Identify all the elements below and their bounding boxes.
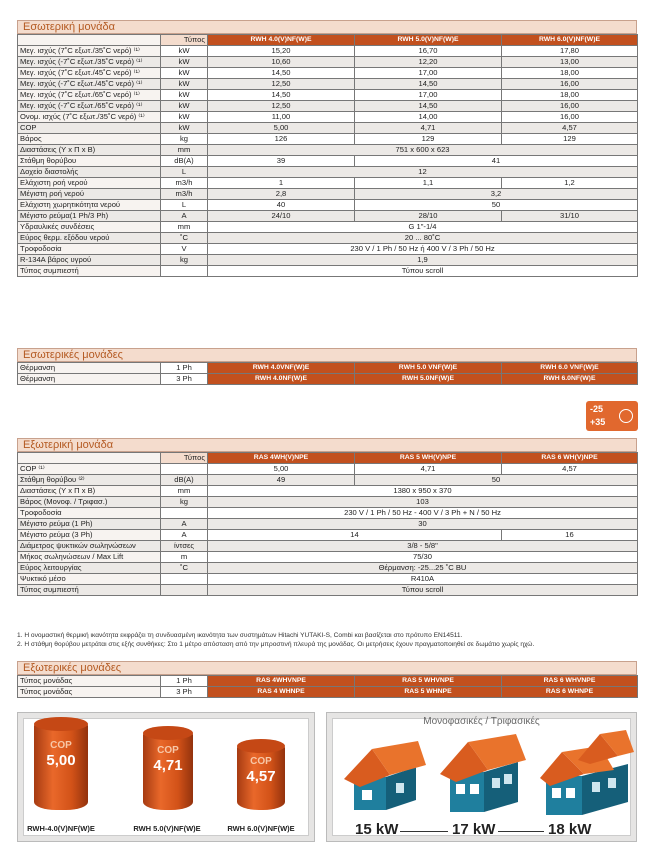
header-model: RWH 4.0(V)NF(W)E xyxy=(208,35,355,46)
row-unit: A xyxy=(161,530,208,541)
small-house-icon xyxy=(340,735,430,815)
row-value: 14 xyxy=(208,530,502,541)
table-row xyxy=(18,200,638,211)
row-value: 1380 x 950 x 370 xyxy=(208,486,638,497)
row-label: Μέγιστο ρεύμα (1 Ph) xyxy=(18,519,161,530)
row-unit xyxy=(161,266,208,277)
row-value: 230 V / 1 Ph / 50 Hz - 400 V / 3 Ph + N / 50 Hz xyxy=(208,508,638,519)
row-value: 14,50 xyxy=(355,79,502,90)
row-value: G 1"-1/4 xyxy=(208,222,638,233)
row-value: 14,50 xyxy=(208,68,355,79)
cop-cylinder-1 xyxy=(34,718,88,810)
power-divider xyxy=(400,831,448,832)
row-model: RAS 6 WHVNPE xyxy=(502,676,638,687)
row-value: 126 xyxy=(208,134,355,145)
row-value: 17,00 xyxy=(355,90,502,101)
row-value: 15,20 xyxy=(208,46,355,57)
table-row xyxy=(18,585,638,596)
header-blank xyxy=(18,35,161,46)
large-house-icon xyxy=(540,730,635,820)
table-row xyxy=(18,464,638,475)
row-label: Τύπος συμπιεστή xyxy=(18,266,161,277)
outdoor-section xyxy=(17,438,637,596)
row-value: 17,00 xyxy=(355,68,502,79)
row-value: 20 ... 80˚C xyxy=(208,233,638,244)
row-value: 16,00 xyxy=(502,101,638,112)
power-panel-title: Μονοφασικές / Τριφασικές xyxy=(423,716,540,727)
row-model: RWH 5.0 VNF(W)E xyxy=(355,363,502,374)
temp-high: +35 xyxy=(590,417,606,427)
row-value: 5,00 xyxy=(208,464,355,475)
cop-label: COP xyxy=(250,756,272,767)
row-unit: mm xyxy=(161,145,208,156)
header-model: RAS 5 WH(V)NPE xyxy=(355,453,502,464)
temperature-range-badge xyxy=(586,401,638,431)
row-model: RWH 4.0NF(W)E xyxy=(208,374,355,385)
row-value: 16,00 xyxy=(502,79,638,90)
row-value: 49 xyxy=(208,475,355,486)
footnotes xyxy=(17,631,642,649)
row-value: 1,9 xyxy=(208,255,638,266)
table-row xyxy=(18,530,638,541)
row-label: Μέγιστη ροή νερού xyxy=(18,189,161,200)
row-value: 129 xyxy=(502,134,638,145)
row-value: 12,50 xyxy=(208,79,355,90)
row-label: Διαστάσεις (Υ x Π x Β) xyxy=(18,145,161,156)
row-label: Μέγιστο ρεύμα (3 Ph) xyxy=(18,530,161,541)
row-unit xyxy=(161,585,208,596)
row-phase: 3 Ph xyxy=(161,374,208,385)
header-type: Τύπος xyxy=(161,453,208,464)
table-row xyxy=(18,541,638,552)
row-model: RAS 5 WHVNPE xyxy=(355,676,502,687)
row-value: 16 xyxy=(502,530,638,541)
row-label: Θέρμανση xyxy=(18,363,161,374)
row-label: Διαστάσεις (Υ x Π x Β) xyxy=(18,486,161,497)
row-unit: m3/h xyxy=(161,178,208,189)
row-label: Μεγ. ισχύς (7˚C εξωτ./45˚C νερό) ⁽¹⁾ xyxy=(18,68,161,79)
table-row xyxy=(18,363,638,374)
row-value: Θέρμανση: -25...25 ˚C BU xyxy=(208,563,638,574)
row-value: 18,00 xyxy=(502,90,638,101)
table-row xyxy=(18,486,638,497)
table-header-row xyxy=(18,35,638,46)
row-label: COP ⁽¹⁾ xyxy=(18,464,161,475)
footnote-2: 2. Η στάθμη θορύβου μετράται στις εξής συνθήκες: Στο 1 μέτρο απόσταση από την μπροστινή πλευρά της μονάδας. Οι μετρήσεις έχουν πραγματοποιηθεί σε δωμάτιο χωρίς ηχώ. xyxy=(17,641,535,648)
table-row xyxy=(18,687,638,698)
row-value: 28/10 xyxy=(355,211,502,222)
header-blank xyxy=(18,453,161,464)
indoor-units-table xyxy=(17,362,638,385)
row-model: RAS 6 WHNPE xyxy=(502,687,638,698)
table-row xyxy=(18,211,638,222)
row-model: RAS 5 WHNPE xyxy=(355,687,502,698)
cop-cylinder-3 xyxy=(237,740,285,810)
row-value: 3,2 xyxy=(355,189,638,200)
row-label: Τύπος μονάδας xyxy=(18,687,161,698)
row-label: Στάθμη θορύβου xyxy=(18,156,161,167)
table-row xyxy=(18,68,638,79)
row-unit xyxy=(161,464,208,475)
row-model: RWH 4.0VNF(W)E xyxy=(208,363,355,374)
row-value: 1 xyxy=(208,178,355,189)
row-value: 50 xyxy=(355,200,638,211)
row-unit: kW xyxy=(161,112,208,123)
table-row xyxy=(18,101,638,112)
row-label: Εύρος θερμ. εξόδου νερού xyxy=(18,233,161,244)
table-row xyxy=(18,90,638,101)
row-phase: 1 Ph xyxy=(161,676,208,687)
row-value: 41 xyxy=(355,156,638,167)
row-unit: dB(A) xyxy=(161,475,208,486)
row-unit: kW xyxy=(161,101,208,112)
table-row xyxy=(18,266,638,277)
row-value: 2,8 xyxy=(208,189,355,200)
indoor-units-title: Εσωτερικές μονάδες xyxy=(17,348,637,362)
row-unit: m3/h xyxy=(161,189,208,200)
row-value: Τύπου scroll xyxy=(208,266,638,277)
table-row xyxy=(18,134,638,145)
row-phase: 1 Ph xyxy=(161,363,208,374)
row-label: Υδραυλικές συνδέσεις xyxy=(18,222,161,233)
table-row xyxy=(18,178,638,189)
cop-label: COP xyxy=(157,745,179,756)
row-unit: mm xyxy=(161,222,208,233)
row-value: 24/10 xyxy=(208,211,355,222)
row-value: 3/8 - 5/8" xyxy=(208,541,638,552)
outdoor-title: Εξωτερική μονάδα xyxy=(17,438,637,452)
temp-low: -25 xyxy=(590,404,604,414)
row-value: 11,00 xyxy=(208,112,355,123)
row-value: 39 xyxy=(208,156,355,167)
row-unit: dB(A) xyxy=(161,156,208,167)
row-value: 50 xyxy=(355,475,638,486)
row-label: Μεγ. ισχύς (7˚C εξωτ./65˚C νερό) ⁽¹⁾ xyxy=(18,90,161,101)
cop-cylinder-2 xyxy=(143,727,193,810)
row-value: 14,50 xyxy=(355,101,502,112)
row-label: Δοχείο διαστολής xyxy=(18,167,161,178)
header-model: RAS 4WH(V)NPE xyxy=(208,453,355,464)
header-model: RAS 6 WH(V)NPE xyxy=(502,453,638,464)
table-row xyxy=(18,574,638,585)
cop-value: 5,00 xyxy=(46,752,76,769)
row-value: 75/30 xyxy=(208,552,638,563)
medium-house-icon xyxy=(440,732,530,817)
row-unit: A xyxy=(161,519,208,530)
table-row xyxy=(18,123,638,134)
indoor-title: Εσωτερική μονάδα xyxy=(17,20,637,34)
row-unit: kg xyxy=(161,497,208,508)
row-unit: A xyxy=(161,211,208,222)
row-phase: 3 Ph xyxy=(161,687,208,698)
cop-label: COP xyxy=(50,740,72,751)
row-value: 12,20 xyxy=(355,57,502,68)
row-label: Βάρος xyxy=(18,134,161,145)
row-value: 1,2 xyxy=(502,178,638,189)
header-type: Τύπος xyxy=(161,35,208,46)
table-row xyxy=(18,189,638,200)
table-row xyxy=(18,497,638,508)
row-value: 18,00 xyxy=(502,68,638,79)
row-label: Τύπος μονάδας xyxy=(18,676,161,687)
table-row xyxy=(18,46,638,57)
row-value: 14,00 xyxy=(355,112,502,123)
row-value: 1,1 xyxy=(355,178,502,189)
cop-model-2: RWH 5.0(V)NF(W)E xyxy=(133,824,201,833)
row-label: COP xyxy=(18,123,161,134)
row-value: 12,50 xyxy=(208,101,355,112)
row-value: 31/10 xyxy=(502,211,638,222)
row-unit: ˚C xyxy=(161,563,208,574)
row-label: Βάρος (Μονοφ. / Τριφασ.) xyxy=(18,497,161,508)
row-label: Μεγ. ισχύς (-7˚C εξωτ./65˚C νερό) ⁽¹⁾ xyxy=(18,101,161,112)
row-value: 4,71 xyxy=(355,464,502,475)
table-row xyxy=(18,57,638,68)
row-label: Μεγ. ισχύς (7˚C εξωτ./35˚C νερό) ⁽¹⁾ xyxy=(18,46,161,57)
row-label: Μεγ. ισχύς (-7˚C εξωτ./45˚C νερό) ⁽¹⁾ xyxy=(18,79,161,90)
row-model: RWH 5.0NF(W)E xyxy=(355,374,502,385)
row-value: 230 V / 1 Ph / 50 Hz ή 400 V / 3 Ph / 50 Hz xyxy=(208,244,638,255)
row-label: Τροφοδοσία xyxy=(18,508,161,519)
row-unit: m xyxy=(161,552,208,563)
row-label: Τροφοδοσία xyxy=(18,244,161,255)
cop-model-3: RWH 6.0(V)NF(W)E xyxy=(227,824,295,833)
row-unit: ˚C xyxy=(161,233,208,244)
row-label: Εύρος λειτουργίας xyxy=(18,563,161,574)
row-value: Τύπου scroll xyxy=(208,585,638,596)
row-unit: V xyxy=(161,244,208,255)
row-label: R-134A βάρος υγρού xyxy=(18,255,161,266)
table-row xyxy=(18,374,638,385)
table-row xyxy=(18,475,638,486)
row-label: Διάμετρος ψυκτικών σωληνώσεων xyxy=(18,541,161,552)
indoor-table xyxy=(17,34,638,277)
table-row xyxy=(18,244,638,255)
row-unit: kW xyxy=(161,46,208,57)
row-label: Ελάχιστη ροή νερού xyxy=(18,178,161,189)
row-label: Στάθμη θορύβου ⁽²⁾ xyxy=(18,475,161,486)
indoor-units-section xyxy=(17,348,637,385)
row-unit xyxy=(161,574,208,585)
row-unit: L xyxy=(161,167,208,178)
row-unit: kW xyxy=(161,79,208,90)
row-model: RAS 4 WHNPE xyxy=(208,687,355,698)
row-value: 17,80 xyxy=(502,46,638,57)
outdoor-units-section xyxy=(17,661,637,698)
cop-model-1: RWH-4.0(V)NF(W)E xyxy=(27,824,95,833)
row-value: 16,00 xyxy=(502,112,638,123)
table-row xyxy=(18,112,638,123)
row-label: Ονομ. ισχύς (7˚C εξωτ./35˚C νερό) ⁽¹⁾ xyxy=(18,112,161,123)
table-row xyxy=(18,552,638,563)
row-model: RAS 4WHVNPE xyxy=(208,676,355,687)
row-label: Ελάχιστη χωρητικότητα νερού xyxy=(18,200,161,211)
row-unit: mm xyxy=(161,486,208,497)
row-value: 4,57 xyxy=(502,123,638,134)
row-label: Ψυκτικό μέσο xyxy=(18,574,161,585)
row-value: 4,71 xyxy=(355,123,502,134)
row-value: R410A xyxy=(208,574,638,585)
table-row xyxy=(18,508,638,519)
row-unit: kg xyxy=(161,134,208,145)
outdoor-units-table xyxy=(17,675,638,698)
table-row xyxy=(18,156,638,167)
indoor-section xyxy=(17,20,637,277)
table-row xyxy=(18,233,638,244)
power-17kw: 17 kW xyxy=(452,821,496,838)
row-unit: kg xyxy=(161,255,208,266)
row-unit xyxy=(161,508,208,519)
row-value: 30 xyxy=(208,519,638,530)
row-unit: ίντσες xyxy=(161,541,208,552)
row-label: Θέρμανση xyxy=(18,374,161,385)
row-value: 5,00 xyxy=(208,123,355,134)
cop-value: 4,71 xyxy=(153,757,183,774)
row-label: Μήκος σωληνώσεων / Max Lift xyxy=(18,552,161,563)
table-row xyxy=(18,167,638,178)
outdoor-units-title: Εξωτερικές μονάδες xyxy=(17,661,637,675)
footnote-1: 1. Η ονομαστική θερμική ικανότητα εκφράζει τη συνδυασμένη ικανότητα των συστημάτων Hitachi YUTAKI-S, Combi και βασίζεται στο πρότυπο EN14511. xyxy=(17,632,463,639)
table-row xyxy=(18,145,638,156)
row-value: 4,57 xyxy=(502,464,638,475)
power-15kw: 15 kW xyxy=(355,821,399,838)
row-value: 751 x 600 x 623 xyxy=(208,145,638,156)
table-header-row xyxy=(18,453,638,464)
row-unit: kW xyxy=(161,68,208,79)
cop-value: 4,57 xyxy=(246,768,276,785)
row-unit: kW xyxy=(161,57,208,68)
table-row xyxy=(18,79,638,90)
row-value: 12 xyxy=(208,167,638,178)
power-divider xyxy=(498,831,544,832)
table-row xyxy=(18,676,638,687)
table-row xyxy=(18,563,638,574)
row-value: 103 xyxy=(208,497,638,508)
row-unit: L xyxy=(161,200,208,211)
outdoor-table xyxy=(17,452,638,596)
row-value: 129 xyxy=(355,134,502,145)
table-row xyxy=(18,519,638,530)
row-value: 13,00 xyxy=(502,57,638,68)
table-row xyxy=(18,222,638,233)
table-row xyxy=(18,255,638,266)
row-value: 10,60 xyxy=(208,57,355,68)
row-unit: kW xyxy=(161,123,208,134)
row-label: Μεγ. ισχύς (-7˚C εξωτ./35˚C νερό) ⁽¹⁾ xyxy=(18,57,161,68)
header-model: RWH 6.0(V)NF(W)E xyxy=(502,35,638,46)
row-unit: kW xyxy=(161,90,208,101)
row-label: Μέγιστο ρεύμα(1 Ph/3 Ph) xyxy=(18,211,161,222)
row-label: Τύπος συμπιεστή xyxy=(18,585,161,596)
sun-icon xyxy=(619,409,633,423)
row-value: 16,70 xyxy=(355,46,502,57)
header-model: RWH 5.0(V)NF(W)E xyxy=(355,35,502,46)
row-value: 40 xyxy=(208,200,355,211)
row-value: 14,50 xyxy=(208,90,355,101)
row-model: RWH 6.0 VNF(W)E xyxy=(502,363,638,374)
power-18kw: 18 kW xyxy=(548,821,592,838)
row-model: RWH 6.0NF(W)E xyxy=(502,374,638,385)
